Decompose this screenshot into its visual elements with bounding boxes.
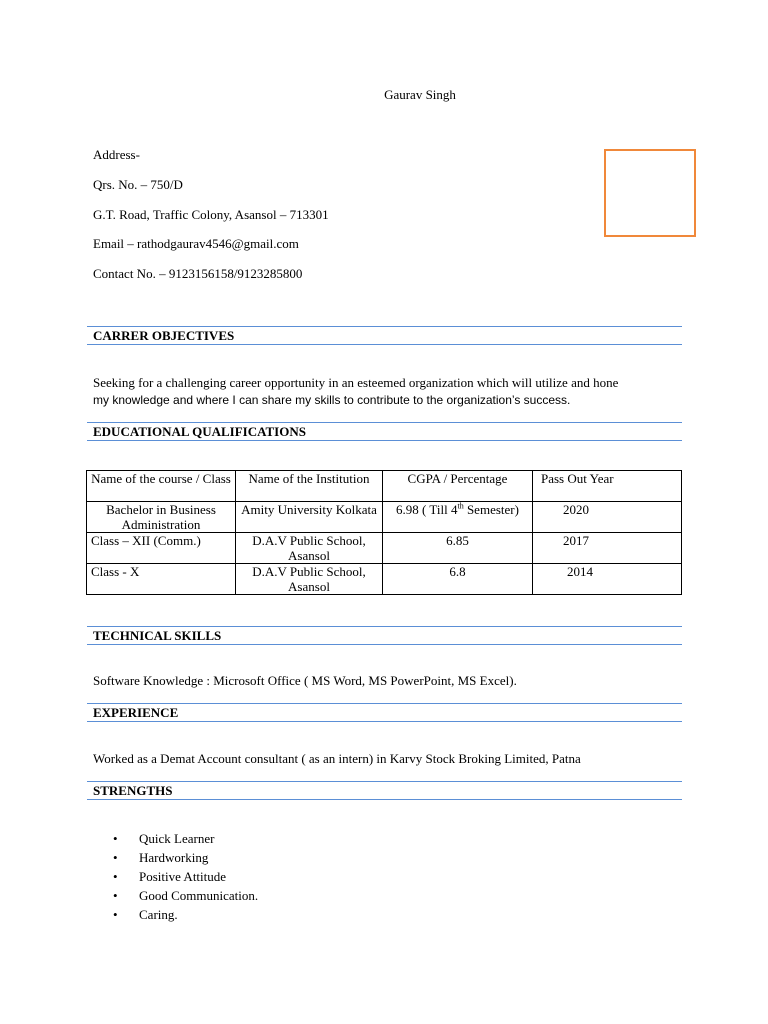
objectives-text-1: Seeking for a challenging career opportunity in an esteemed organization which will utilize and hone <box>93 375 619 390</box>
column-header: CGPA / Percentage <box>383 471 533 502</box>
score-superscript: th <box>457 501 464 511</box>
section-rule-top <box>87 626 682 627</box>
section-rule-top <box>87 781 682 782</box>
score-suffix: Semester) <box>463 502 519 517</box>
year-cell: 2017 <box>533 533 682 564</box>
strengths-heading: STRENGTHS <box>93 783 173 798</box>
address-line-2: G.T. Road, Traffic Colony, Asansol – 713301 <box>93 207 329 222</box>
address-line-1: Qrs. No. – 750/D <box>93 177 183 192</box>
objectives-text-2: my knowledge and where I can share my skills to contribute to the organization’s success. <box>93 393 571 407</box>
education-heading: EDUCATIONAL QUALIFICATIONS <box>93 424 306 439</box>
institution-cell: D.A.V Public School, Asansol <box>236 564 383 595</box>
course-cell: Class - X <box>87 564 236 595</box>
experience-heading: EXPERIENCE <box>93 705 179 720</box>
table-row <box>87 564 682 595</box>
list-item: • Caring. <box>93 905 258 924</box>
score-cell: 6.8 <box>383 564 533 595</box>
photo-placeholder <box>604 149 696 237</box>
institution-cell: D.A.V Public School, Asansol <box>236 533 383 564</box>
table-row <box>87 502 682 533</box>
section-rule-top <box>87 703 682 704</box>
list-item: • Quick Learner <box>93 829 258 848</box>
column-header: Pass Out Year <box>533 471 682 502</box>
education-table <box>86 470 682 595</box>
course-cell: Bachelor in Business Administration <box>87 502 236 533</box>
section-rule-top <box>87 422 682 423</box>
candidate-name: Gaurav Singh <box>384 87 456 102</box>
contact-line: Contact No. – 9123156158/9123285800 <box>93 266 303 281</box>
objectives-heading: CARRER OBJECTIVES <box>93 328 235 343</box>
year-cell: 2020 <box>533 502 682 533</box>
column-header: Name of the course / Class <box>87 471 236 502</box>
score-cell: 6.85 <box>383 533 533 564</box>
email-line: Email – rathodgaurav4546@gmail.com <box>93 236 299 251</box>
table-row <box>87 533 682 564</box>
technical-text: Software Knowledge : Microsoft Office ( MS Word, MS PowerPoint, MS Excel). <box>93 673 517 688</box>
course-cell: Class – XII (Comm.) <box>87 533 236 564</box>
section-rule-top <box>87 326 682 327</box>
score-cell <box>383 502 533 533</box>
section-rule-bottom <box>87 644 682 645</box>
technical-heading: TECHNICAL SKILLS <box>93 628 222 643</box>
table-header-row <box>87 471 682 502</box>
list-item: • Hardworking <box>93 848 258 867</box>
column-header: Name of the Institution <box>236 471 383 502</box>
section-rule-bottom <box>87 799 682 800</box>
section-rule-bottom <box>87 440 682 441</box>
experience-text: Worked as a Demat Account consultant ( as an intern) in Karvy Stock Broking Limited, Patna <box>93 751 581 766</box>
score-prefix: 6.98 ( Till 4 <box>396 502 458 517</box>
strengths-list <box>93 829 258 924</box>
address-label: Address- <box>93 147 140 162</box>
institution-cell: Amity University Kolkata <box>236 502 383 533</box>
list-item: • Positive Attitude <box>93 867 258 886</box>
year-cell: 2014 <box>533 564 682 595</box>
list-item: • Good Communication. <box>93 886 258 905</box>
section-rule-bottom <box>87 344 682 345</box>
section-rule-bottom <box>87 721 682 722</box>
